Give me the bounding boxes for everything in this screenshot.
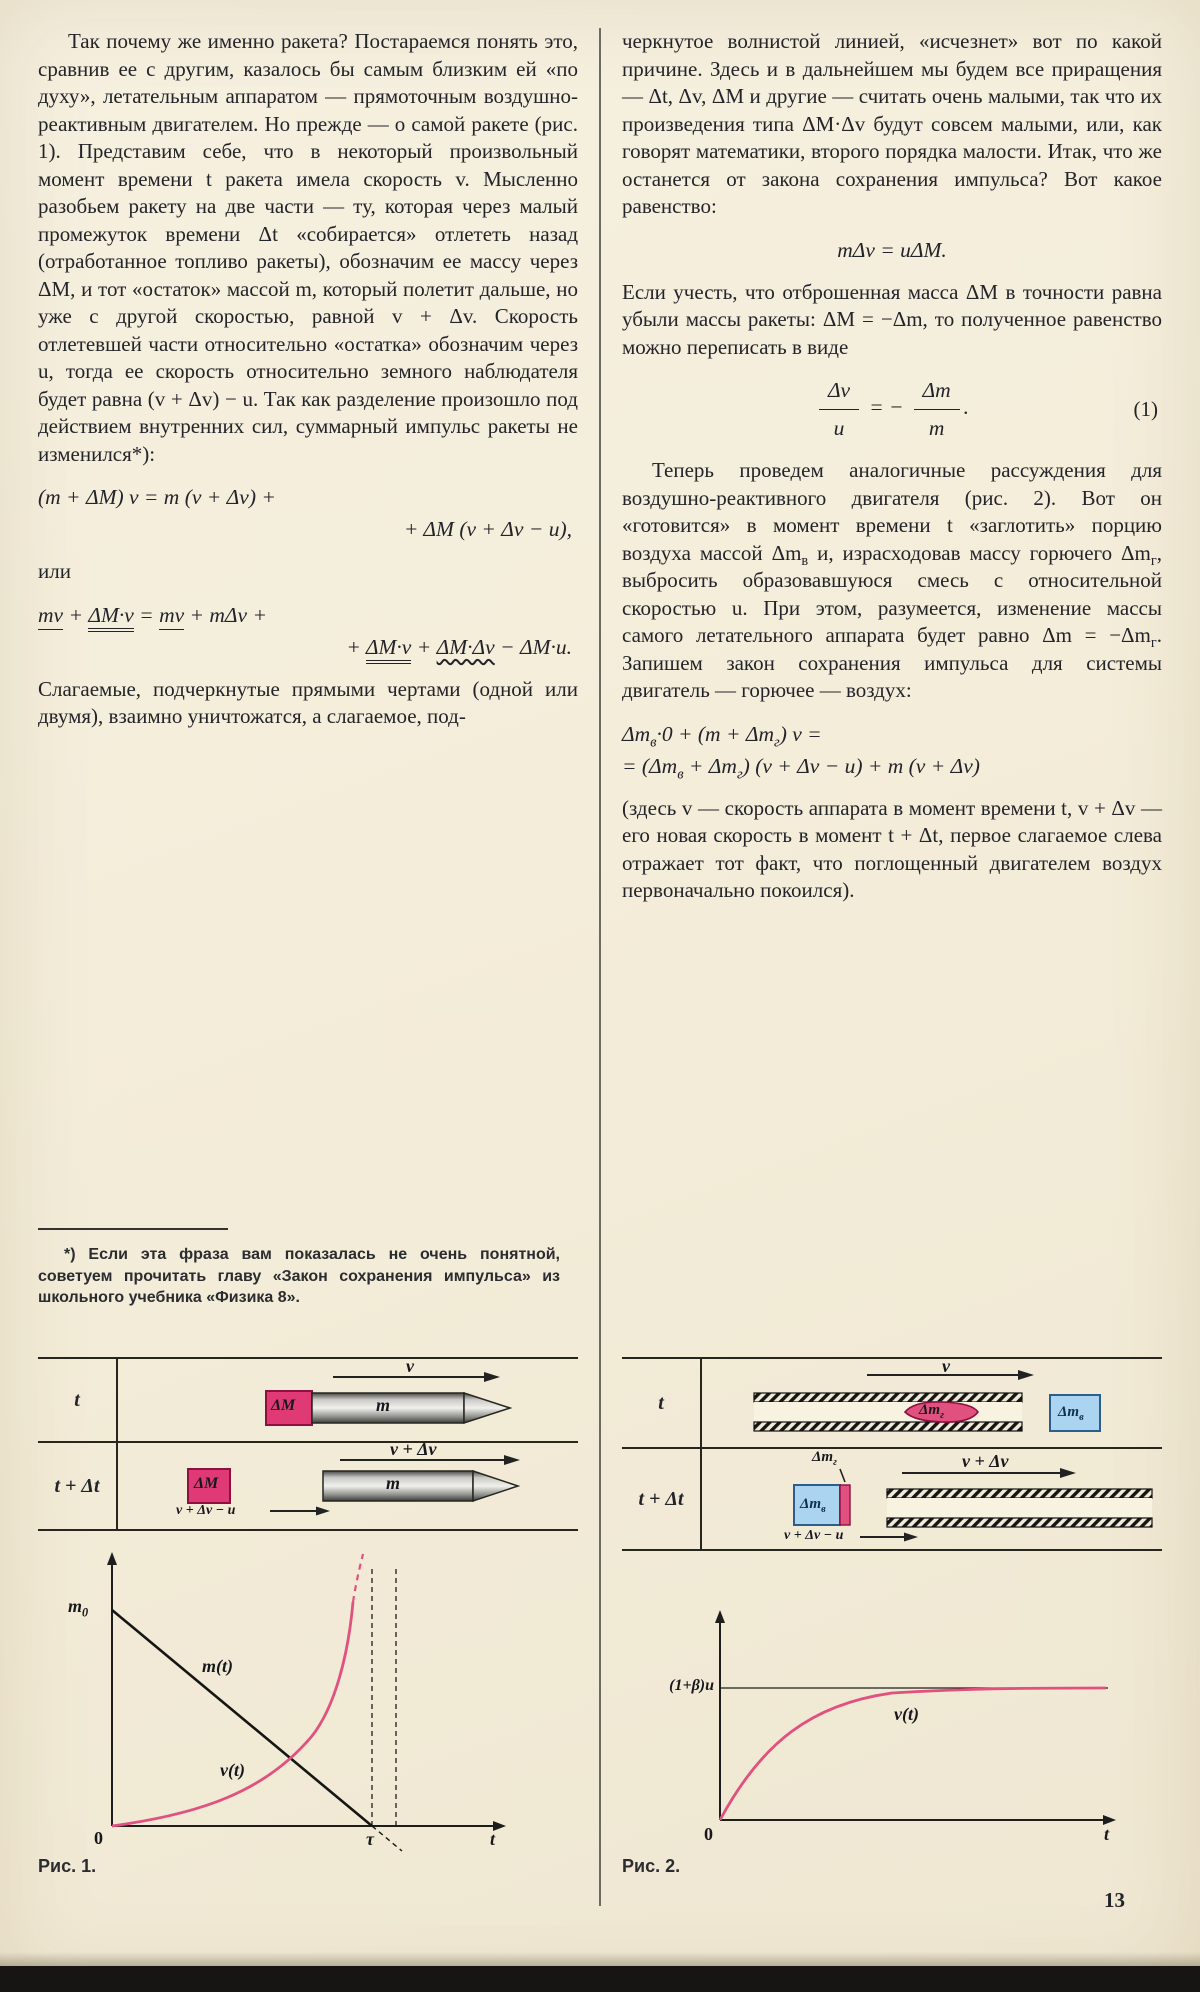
label-mt: m(t) xyxy=(202,1656,233,1676)
term: Δm xyxy=(622,721,651,746)
equals-minus: = − xyxy=(869,394,904,419)
graph-ramjet-velocity-vs-time xyxy=(662,1592,1142,1862)
footnote-text: *) Если эта фраза вам показалась не очень понятной, советуем прочитать главу «Закон сохранения импульса» из школьного учебника «Физика 8». xyxy=(38,1246,560,1306)
figure1-row-t-dt xyxy=(38,1439,578,1529)
formula-line xyxy=(38,631,578,663)
tube-bottom-wall xyxy=(754,1422,1022,1431)
operator: = xyxy=(133,602,160,627)
dmb-base: Δm xyxy=(800,1496,822,1512)
scan-shadow xyxy=(0,1952,1200,1966)
term: ) (v + Δv − u) + m (v + Δv) xyxy=(742,753,980,778)
figure1-caption: Рис. 1. xyxy=(38,1856,97,1876)
term-mv-left: mv xyxy=(38,603,63,630)
denominator: m xyxy=(928,416,945,440)
mass-line-dashed-extension xyxy=(372,1826,402,1851)
label-tau: τ xyxy=(366,1829,374,1849)
label-dM: ΔM xyxy=(271,1397,296,1414)
label-v-dv-u: v + Δv − u xyxy=(784,1528,844,1543)
formula-expanded-underlined xyxy=(38,599,578,663)
label-v-dv: v + Δv xyxy=(390,1439,437,1459)
word-or: или xyxy=(38,559,71,583)
figure1-row-t xyxy=(38,1356,578,1443)
term: = (Δm xyxy=(622,753,678,778)
rocket-scene-t xyxy=(118,1359,578,1441)
label-asymptote: (1+β)u xyxy=(669,1677,714,1694)
term: ) v = xyxy=(779,721,822,746)
label-v: v xyxy=(942,1356,950,1376)
m0-subscript: 0 xyxy=(82,1605,89,1620)
label-m0 xyxy=(68,1596,89,1620)
numerator: Δm xyxy=(914,374,960,410)
subscript-g: г xyxy=(1150,552,1157,569)
arrowhead xyxy=(316,1507,330,1516)
figure2-row-t xyxy=(622,1356,1162,1449)
tube-interior xyxy=(754,1402,1022,1422)
tube-interior xyxy=(887,1498,1152,1518)
period: . xyxy=(963,394,970,419)
equation-number: (1) xyxy=(1133,397,1158,421)
paragraph-ramjet xyxy=(622,457,1162,705)
subscript-v: в xyxy=(650,733,657,750)
label-m: m xyxy=(386,1473,401,1493)
dmg-subscript: г xyxy=(833,1457,837,1468)
dmg-base: Δm xyxy=(812,1449,834,1465)
text-segment: и, израсходовав массу горючего Δm xyxy=(808,540,1151,565)
velocity-curve-dashed xyxy=(353,1554,363,1602)
arrowhead xyxy=(504,1455,520,1465)
figure2-row-t-drawing xyxy=(702,1356,1162,1447)
page-number: 13 xyxy=(1104,1888,1125,1912)
formula-momentum-conservation xyxy=(38,481,578,545)
mass-line-mt xyxy=(112,1610,372,1826)
fuel-sliver xyxy=(840,1485,850,1525)
m0-base: m xyxy=(68,1596,83,1616)
denominator: u xyxy=(833,416,845,440)
subscript-v: в xyxy=(677,765,684,782)
tube-bottom-wall xyxy=(887,1518,1152,1527)
operator: + xyxy=(346,634,366,659)
formula-line xyxy=(622,750,1162,782)
tube-top-wall xyxy=(754,1393,1022,1402)
graph-mass-velocity-vs-time xyxy=(50,1538,530,1856)
dmb-subscript: в xyxy=(821,1504,826,1515)
label-m: m xyxy=(376,1395,391,1415)
subscript-g: г xyxy=(773,733,780,750)
label-vt: v(t) xyxy=(894,1704,919,1724)
left-column xyxy=(38,28,578,731)
label-t-axis: t xyxy=(1104,1824,1110,1844)
term-mdv: + mΔv + xyxy=(184,602,267,627)
formula-mdv-udM: mΔv = uΔM. xyxy=(837,237,947,262)
operator: + xyxy=(411,634,437,659)
graph1-canvas xyxy=(50,1538,530,1856)
figure2-row-t-dt-drawing xyxy=(702,1449,1162,1549)
right-column xyxy=(622,28,1162,905)
operator: + xyxy=(63,602,89,627)
paragraph-continuation: черкнутое волнистой линией, «исчезнет» вот по какой причине. Здесь и в дальнейшем мы будем все приращения — Δt, Δv, ΔM и другие — считать очень малыми, так что их произведения типа ΔM·Δv будут совсем малыми, или, как говорят математики, второго порядка малости. Итак, что же останется от закона сохранения импульса? Вот какое равенство: xyxy=(622,29,1162,218)
dmb-base: Δm xyxy=(1058,1404,1080,1420)
ramjet-scene-t-dt xyxy=(702,1449,1162,1549)
arrowhead xyxy=(1060,1468,1076,1478)
fraction-right xyxy=(914,374,960,444)
y-axis-arrowhead xyxy=(715,1610,725,1623)
label-dmb xyxy=(800,1496,826,1513)
figure1-row-t-drawing xyxy=(118,1356,578,1441)
paragraph-explanation: (здесь v — скорость аппарата в момент времени t, v + Δv — его новая скорость в момент t + Δt, первое слагаемое слева отражает тот факт, что поглощенный двигателем воздух первоначально покоился). xyxy=(622,795,1162,902)
subscript-g: г xyxy=(736,765,743,782)
label-v: v xyxy=(406,1356,414,1376)
formula-line: (m + ΔM) v = m (v + Δv) + xyxy=(38,485,276,509)
dmg-base: Δm xyxy=(919,1402,941,1418)
term: ·0 + (m + Δm xyxy=(656,721,774,746)
paragraph-terms-cancel: Слагаемые, подчеркнутые прямыми чертами (одной или двумя), взаимно уничтожатся, а слагаемое, под- xyxy=(38,676,578,728)
term-dMv-right: ΔM·v xyxy=(366,635,411,664)
label-vt: v(t) xyxy=(220,1760,245,1780)
formula-line: + ΔM (v + Δv − u), xyxy=(403,517,572,541)
label-v-dv-u: v + Δv − u xyxy=(176,1503,236,1518)
text-segment: Теперь проведем аналогичные рассуждения для воздушно-реактивного двигателя (рис. 2). Вот он «готовится» в момент времени t «заглотить» порцию воздуха массой Δm xyxy=(622,458,1162,565)
term-dMdv-wavy: ΔM·Δv xyxy=(436,634,495,659)
label-dmb xyxy=(1058,1404,1084,1421)
arrowhead xyxy=(484,1372,500,1382)
arrowhead xyxy=(1018,1370,1034,1380)
rocket-nose xyxy=(464,1393,510,1423)
paragraph-mass-loss: Если учесть, что отброшенная масса ΔM в точности равна убыли массы ракеты: ΔM = −Δm, то полученное равенство можно переписать в виде xyxy=(622,279,1162,359)
text-segment: . Запишем закон сохранения импульса для системы двигатель — горючее — воздух: xyxy=(622,623,1162,702)
label-origin: 0 xyxy=(94,1828,103,1848)
dmb-subscript: в xyxy=(1079,1412,1084,1423)
row-time-label: t + Δt xyxy=(622,1449,702,1549)
row-time-label: t xyxy=(622,1359,702,1447)
formula-ramjet-impulse xyxy=(622,718,1162,782)
fraction-left xyxy=(819,374,859,444)
graph2-canvas xyxy=(662,1592,1142,1862)
term-dMv-left: ΔM·v xyxy=(88,603,133,632)
subscript-g: г xyxy=(1150,635,1157,652)
paragraph-rocket-intro: Так почему же именно ракета? Постараемся понять это, сравнив ее с другим, казалось бы самым близким ей «по духу», летательным аппаратом — прямоточным воздушно-реактивным двигателем. Но прежде — о самой ракете (рис. 1). Представим себе, что в некоторый произвольный момент времени t ракета имела скорость v. Мысленно разобьем ракету на две части — ту, которая через малый промежуток времени Δt «собирается» отлететь назад (отработанное топливо ракеты), обозначим ее массу через ΔM, и тот «остаток» массой m, который полетит дальше, но уже с другой скоростью, равной v + Δv. Скорость отлетевшей части относительно «остатка» обозначим через u, тогда ее скорость относительно земного наблюдателя будет равна (v + Δv) − u. Так как разделение произошло под действием внутренних сил, суммарный импульс ракеты не изменился*): xyxy=(38,29,578,466)
footnote-rule xyxy=(38,1228,228,1230)
column-divider xyxy=(599,28,601,1906)
numerator: Δv xyxy=(819,374,859,410)
formula-1-fraction xyxy=(622,374,1162,444)
figure2-row-t-dt xyxy=(622,1449,1162,1549)
label-dmg xyxy=(919,1402,944,1419)
label-dmg xyxy=(812,1449,837,1466)
figure1-row-t-dt-drawing xyxy=(118,1439,578,1529)
figure2-caption: Рис. 2. xyxy=(622,1856,681,1876)
rocket-nose xyxy=(473,1471,518,1501)
figure-2-ramjet-diagram xyxy=(622,1357,1162,1551)
formula-line xyxy=(622,718,1162,750)
dmg-subscript: г xyxy=(940,1410,944,1421)
tube-top-wall xyxy=(887,1489,1152,1498)
row-time-label: t xyxy=(38,1359,118,1441)
formula-line xyxy=(38,599,578,631)
scan-edge-bar xyxy=(0,1966,1200,1992)
term-dMu: − ΔM·u. xyxy=(494,634,572,659)
figure-1-rocket-diagram xyxy=(38,1357,578,1531)
term: + Δm xyxy=(683,753,737,778)
arrowhead xyxy=(904,1533,918,1542)
label-origin: 0 xyxy=(704,1824,713,1844)
y-axis-arrowhead xyxy=(107,1552,117,1565)
term-mv-right: mv xyxy=(159,603,184,630)
text-segment: , выбросить образовавшуюся смесь с относительной скоростью u. При этом, разумеется, изменение массы самого летательного аппарата будет равно Δm = −Δm xyxy=(622,540,1162,647)
label-v-dv: v + Δv xyxy=(962,1451,1009,1471)
subscript-v: в xyxy=(801,552,809,569)
velocity-curve-vt xyxy=(112,1602,353,1826)
label-dM: ΔM xyxy=(194,1475,219,1492)
row-time-label: t + Δt xyxy=(38,1443,118,1529)
dmg-pointer-line xyxy=(840,1469,845,1482)
label-t-axis: t xyxy=(490,1829,496,1849)
